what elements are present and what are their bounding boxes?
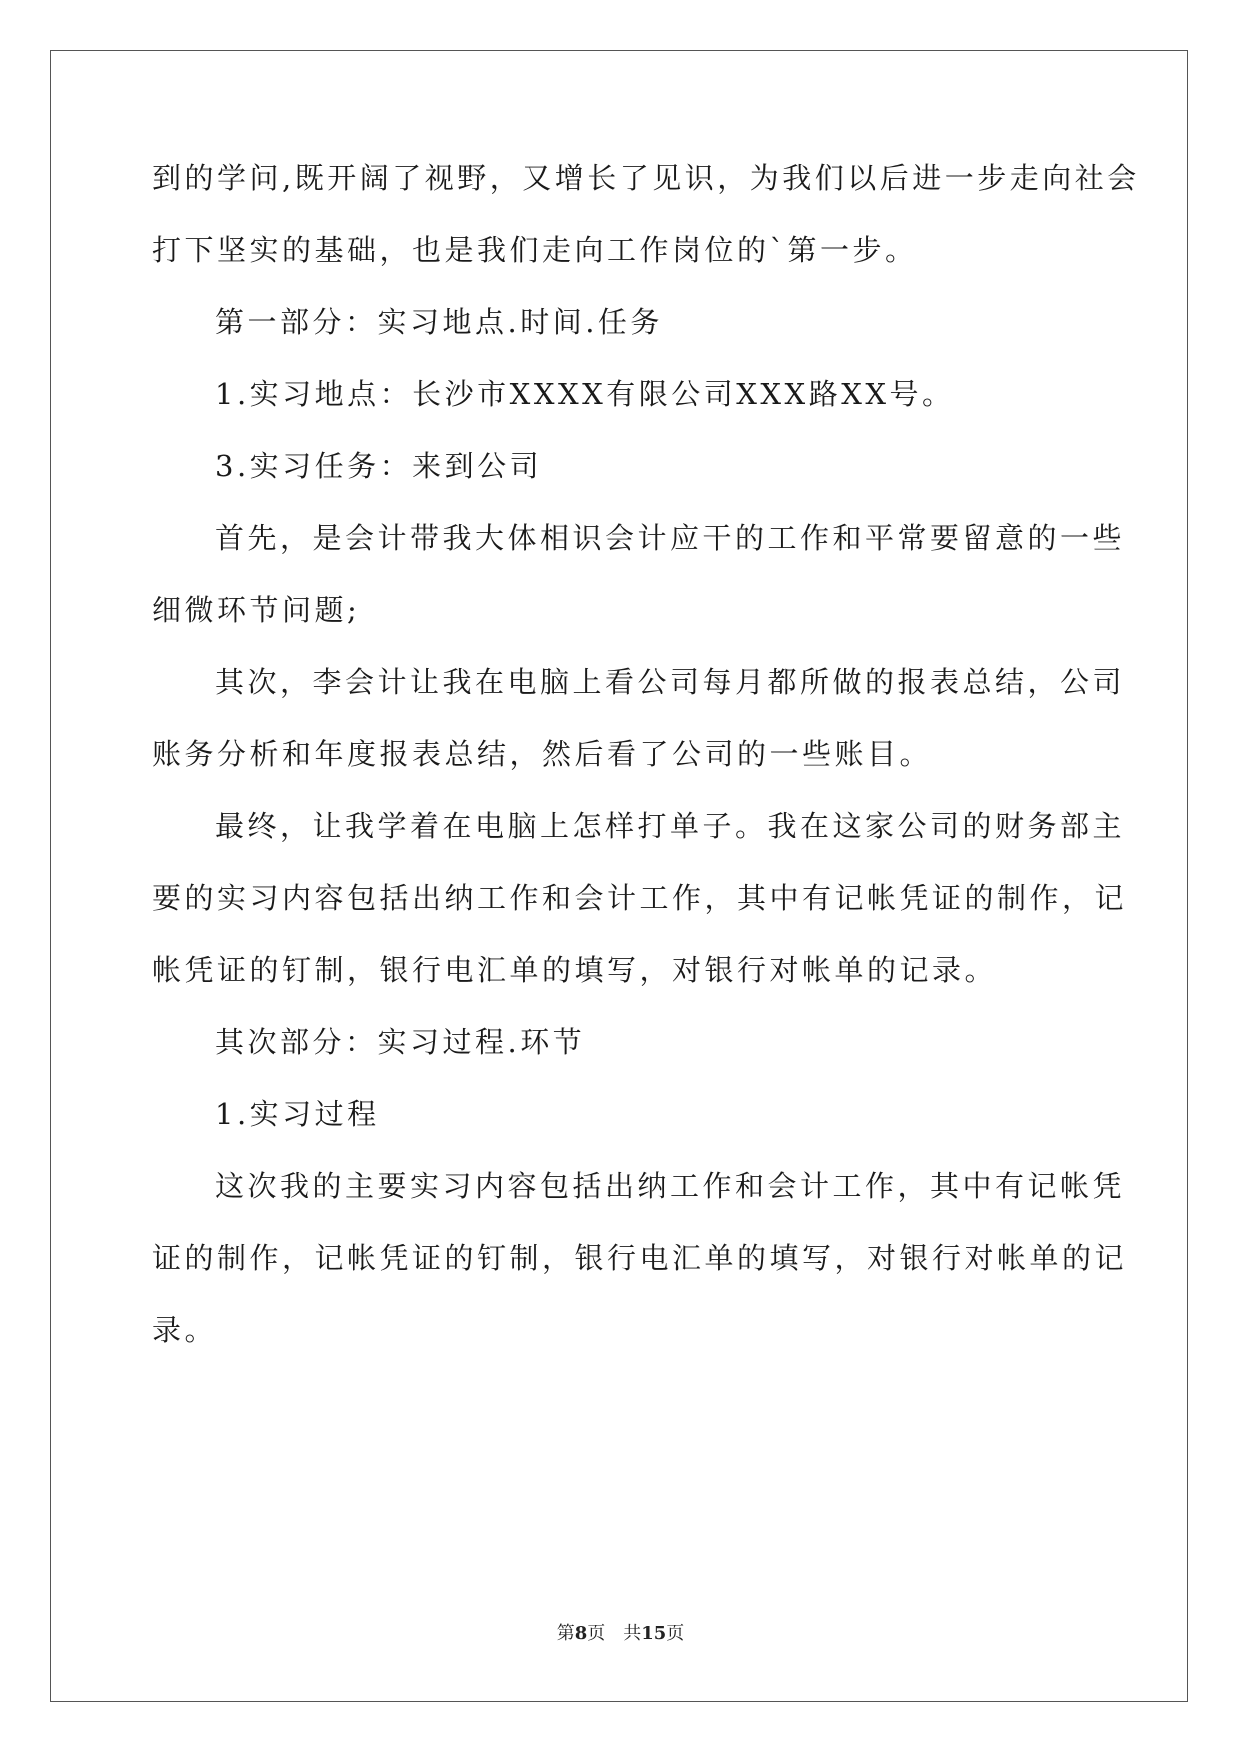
text-line-16: 证的制作，记帐凭证的钉制，银行电汇单的填写，对银行对帐单的记 [152, 1241, 1128, 1275]
page-current: 8 [574, 1623, 588, 1644]
section-heading-part-1: 第一部分：实习地点.时间.任务 [215, 305, 663, 339]
total-suffix: 页 [666, 1623, 685, 1644]
text-line-17: 录。 [152, 1313, 218, 1347]
page-total: 15 [641, 1623, 667, 1644]
page-border [50, 50, 1188, 1702]
total-prefix: 共 [623, 1623, 642, 1644]
text-line-location: 1.实习地点：长沙市XXXX有限公司XXX路XX号。 [215, 377, 955, 411]
text-line-finally: 最终，让我学着在电脑上怎样打单子。我在这家公司的财务部主 [215, 809, 1126, 843]
text-line-2: 打下坚实的基础，也是我们走向工作岗位的`第一步。 [152, 233, 918, 267]
text-line-this-time: 这次我的主要实习内容包括出纳工作和会计工作，其中有记帐凭 [215, 1169, 1126, 1203]
text-line-12: 帐凭证的钉制，银行电汇单的填写，对银行对帐单的记录。 [152, 953, 998, 987]
page-footer [0, 1622, 1241, 1646]
subheading-process: 1.实习过程 [215, 1097, 380, 1131]
text-line-task: 3.实习任务：来到公司 [215, 449, 543, 483]
text-line-11: 要的实习内容包括出纳工作和会计工作，其中有记帐凭证的制作，记 [152, 881, 1128, 915]
text-line-9: 账务分析和年度报表总结，然后看了公司的一些账目。 [152, 737, 933, 771]
page-suffix: 页 [587, 1623, 606, 1644]
section-heading-part-2: 其次部分：实习过程.环节 [215, 1025, 586, 1059]
text-line-7: 细微环节问题; [152, 593, 361, 627]
page-prefix: 第 [556, 1623, 575, 1644]
text-line-second: 其次，李会计让我在电脑上看公司每月都所做的报表总结，公司 [215, 665, 1126, 699]
text-line-1: 到的学问,既开阔了视野，又增长了见识，为我们以后进一步走向社会 [152, 161, 1140, 195]
text-line-first: 首先，是会计带我大体相识会计应干的工作和平常要留意的一些 [215, 521, 1126, 555]
